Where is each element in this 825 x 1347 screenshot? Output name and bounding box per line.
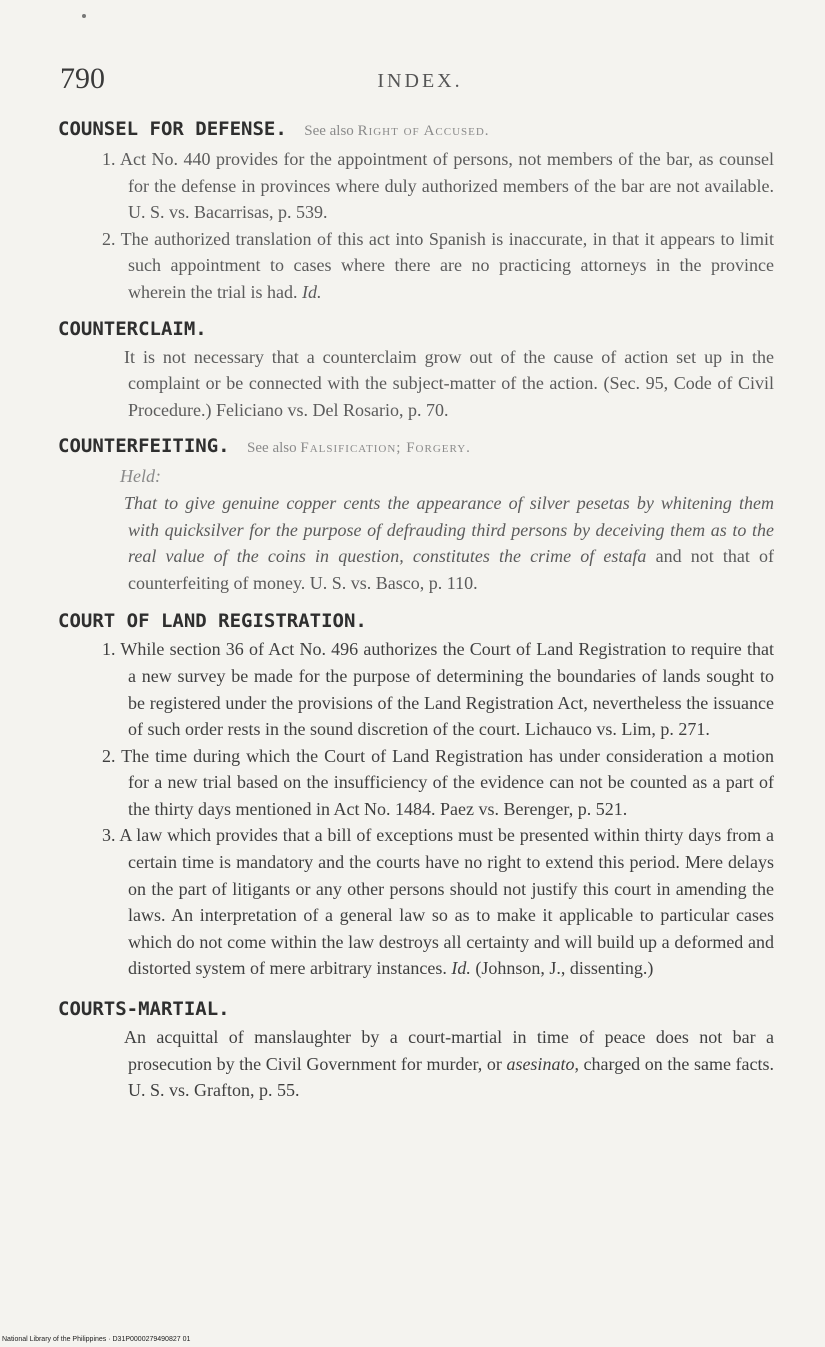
case-citation: U. S. vs. Basco, p. 110. [309,572,478,593]
entry-paragraph: 2. The authorized translation of this act into Spanish is inaccurate, in that it appears to limit such appointment to cases where there are no practicing attorneys in the province wherein the trial is had. Id. [102,228,774,302]
see-also-reference: See also Falsification; Forgery. [247,440,471,457]
speck [82,14,86,18]
case-citation: Id. [301,281,322,302]
index-entry [58,431,774,596]
entry-heading: COUNTERCLAIM. [58,317,207,340]
scan-footer: National Library of the Philippines · D31P0000279490827 01 [2,1336,191,1343]
case-citation: U. S. vs. Grafton, p. 55. [128,1080,300,1101]
page-header [60,62,780,102]
entry-heading: COUNTERFEITING. [58,435,230,458]
case-citation: U. S. vs. Bacarrisas, p. 539. [128,202,328,223]
entry-paragraph: 1. Act No. 440 provides for the appointment of persons, not members of the bar, as counsel for the defense in provinces where duly authorized members of the bar are not available. U. S. vs. Bacarrisas, p. 539. [102,149,774,223]
index-entry [58,606,774,982]
index-entry [58,114,774,306]
case-citation: Id. [451,958,471,979]
case-citation: Lichauco vs. Lim, p. 271. [524,719,710,740]
entry-paragraph: An acquittal of manslaughter by a court-martial in time of peace does not bar a prosecution by the Civil Government for murder, or asesinato, charged on the same facts. U. S. vs. Grafton, p. 55. [124,1027,774,1101]
entry-heading: COURTS-MARTIAL. [58,998,230,1021]
case-citation: Paez vs. Berenger, p. 521. [439,798,628,819]
index-entry [58,994,774,1104]
running-head: INDEX. [377,70,463,92]
entry-heading: COUNSEL FOR DEFENSE. [58,118,287,140]
case-citation: Feliciano vs. Del Rosario, p. 70. [215,399,449,420]
index-entry [58,314,774,424]
entry-heading: COURT OF LAND REGISTRATION. [58,610,367,633]
held-label: Held: [120,466,161,487]
page-number: 790 [60,62,105,95]
entry-paragraph: 3. A law which provides that a bill of exceptions must be presented within thirty days from a certain time is mandatory and the courts have no right to extend this period. Mere delays on the part of litigants or any other persons should not justify this court in amending the laws. An interpretation of a general law so as to make it applicable to particular cases which do not come within the law destroys all certainty and will build up a deformed and distorted system of mere arbitrary instances. Id. (Johnson, J., dissenting.) [102,825,774,979]
entry-paragraph: 2. The time during which the Court of Land Registration has under consideration a motion for a new trial based on the insufficiency of the evidence can not be counted as a part of the thirty days mentioned in Act No. 1484. Paez vs. Berenger, p. 521. [102,745,774,819]
entry-paragraph: It is not necessary that a counterclaim grow out of the cause of action set up in the complaint or be connected with the subject-matter of the action. (Sec. 95, Code of Civil Procedure.) Feliciano vs. Del Rosario, p. 70. [124,346,774,420]
index-content [58,114,774,1104]
see-also-reference: See also Right of Accused. [304,123,490,139]
entry-paragraph: 1. While section 36 of Act No. 496 authorizes the Court of Land Registration to require that a new survey be made for the purpose of determining the boundaries of lands sought to be registered under the provisions of the Land Registration Act, nevertheless the issuance of such order rests in the sound discretion of the court. Lichauco vs. Lim, p. 271. [102,639,774,740]
entry-paragraph: That to give genuine copper cents the appearance of silver pesetas by whitening them with quicksilver for the purpose of defrauding third persons by deceiving them as to the real value of the coins in question, constitutes the crime of estafa and not that of counterfeiting of money. U. S. vs. Basco, p. 110. [124,492,775,593]
dissent-note: (Johnson, J., dissenting.) [475,958,654,979]
